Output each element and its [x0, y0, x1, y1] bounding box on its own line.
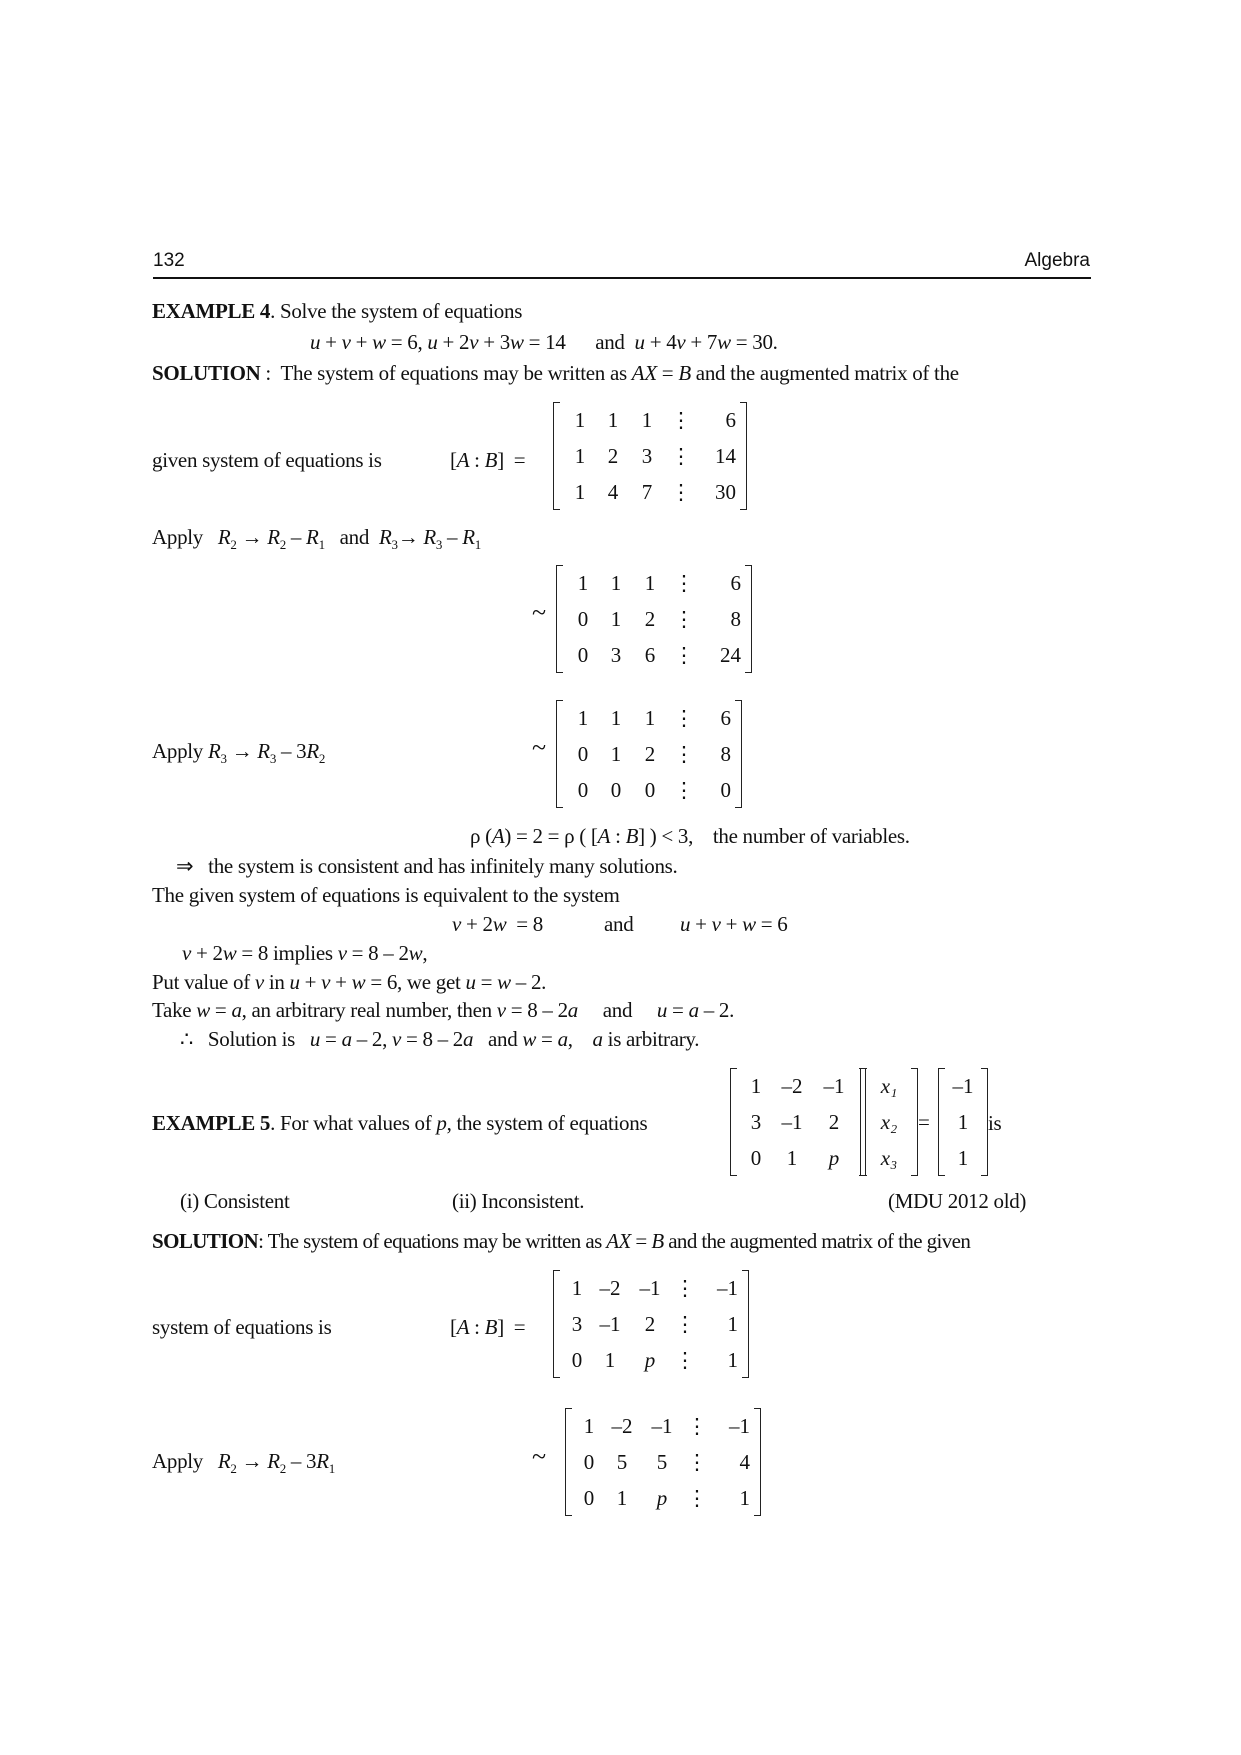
- augmented-label: [A : B] =: [450, 448, 526, 472]
- chapter-title: Algebra: [1024, 250, 1090, 271]
- header-rule: [153, 277, 1091, 279]
- example-5-suffix: is: [988, 1111, 1002, 1135]
- solution-line: ∴ Solution is u = a – 2, v = 8 – 2a and w = a, a is arbitrary.: [180, 1027, 700, 1051]
- example-5-heading: EXAMPLE 5. For what values of p, the system of equations: [152, 1111, 648, 1135]
- solution-label: SOLUTION: [152, 1229, 259, 1253]
- matrix-ex5-initial: 1 –2 –1 ⋮ –1 3 –1 2 ⋮ 1 0 1 p ⋮ 1: [553, 1270, 749, 1378]
- variable-vector: x₁ x₂ x₃: [860, 1068, 918, 1176]
- rhs-vector: –1 1 1: [938, 1068, 988, 1176]
- coefficient-matrix: 1 –2 –1 3 –1 2 0 1 p: [730, 1068, 866, 1176]
- equivalent-equation-2: u + v + w = 6: [680, 912, 788, 936]
- example-5-solution: SOLUTION: The system of equations may be written as AX = B and the augmented matrix of the given: [152, 1229, 971, 1253]
- given-system-text: given system of equations is: [152, 448, 382, 472]
- option-consistent: (i) Consistent: [180, 1189, 290, 1213]
- matrix-ex5-step1: 1 –2 –1 ⋮ –1 0 5 5 ⋮ 4 0 1 p ⋮ 1: [565, 1408, 761, 1516]
- tilde-symbol: ~: [532, 598, 547, 627]
- example-4-heading: [152, 298, 522, 324]
- equals-sign: =: [918, 1110, 930, 1134]
- solution-label: SOLUTION: [152, 361, 261, 385]
- matrix-ex4-step2: 1 1 1 ⋮ 6 0 1 2 ⋮ 8 0 0 0 ⋮ 0: [556, 700, 742, 808]
- step-ex5-instruction: Apply $R_2 \to R_2 - 3R_1$: [152, 1449, 335, 1476]
- example-4-solution: SOLUTION : The system of equations may be written as AX = B and the augmented matrix of the: [152, 361, 959, 385]
- augmented-label-5: [A : B] =: [450, 1315, 526, 1339]
- matrix-ex4-step1: 1 1 1 ⋮ 6 0 1 2 ⋮ 8 0 3 6 ⋮ 24: [556, 565, 752, 673]
- example-4-label: EXAMPLE 4: [152, 299, 271, 323]
- given-system-text-5: system of equations is: [152, 1315, 332, 1339]
- matrix-ex4-initial: 1 1 1 ⋮ 6 1 2 3 ⋮ 14 1 4 7 ⋮ 30: [553, 402, 747, 510]
- step-2-instruction: Apply $R_3 \to R_3 - 3R_2$: [152, 739, 326, 766]
- implies-line: [176, 853, 678, 879]
- rank-statement: ρ (A) = 2 = ρ ( [A : B] ) < 3, the number of variables.: [470, 824, 910, 848]
- tilde-symbol: ~: [532, 1442, 547, 1471]
- equivalent-and: and: [604, 912, 634, 936]
- page-number: 132: [153, 250, 185, 271]
- equivalent-system-text: The given system of equations is equivalent to the system: [152, 883, 620, 907]
- tilde-symbol: ~: [532, 733, 547, 762]
- example-4-prompt: . Solve the system of equations: [270, 299, 523, 323]
- equivalent-equation-1: v + 2w = 8: [452, 912, 543, 936]
- implies-text: the system is consistent and has infinitely many solutions.: [208, 854, 678, 878]
- therefore-icon: ∴: [180, 1027, 194, 1051]
- example-4-equations: u + v + w = 6, u + 2v + 3w = 14 and u + 4v + 7w = 30.: [310, 330, 778, 354]
- example-5-label: EXAMPLE 5: [152, 1111, 271, 1135]
- option-inconsistent: (ii) Inconsistent.: [452, 1189, 585, 1213]
- parameter-line: Take w = a, an arbitrary real number, then v = 8 – 2a and u = a – 2.: [152, 998, 735, 1022]
- step-1-instruction: Apply $R_2 \to R_2 - R_1$ and $R_3\to R_3 - R_1$: [152, 525, 481, 552]
- v-derivation: v + 2w = 8 implies v = 8 – 2w,: [182, 941, 428, 965]
- rank-note: the number of variables.: [712, 824, 910, 848]
- exam-reference: (MDU 2012 old): [888, 1189, 1027, 1213]
- implies-arrow-icon: ⇒: [176, 854, 194, 878]
- u-derivation: Put value of v in u + v + w = 6, we get u = w – 2.: [152, 970, 547, 994]
